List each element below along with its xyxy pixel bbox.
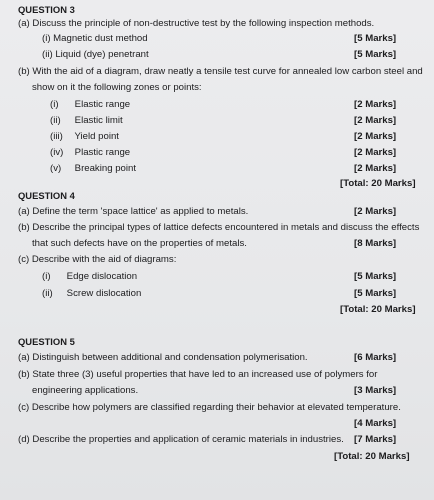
q3-total-marks: [Total: 20 Marks] — [340, 178, 416, 189]
q3-b-item-text: Elastic limit — [74, 115, 123, 126]
q4-c-ii — [42, 288, 141, 300]
q3-a-ii-marks: [5 Marks] — [354, 49, 397, 60]
q5-part-b-line2: engineering applications. — [32, 385, 139, 396]
q5-part-d: (d) Describe the properties and application of ceramic materials in industries. — [18, 434, 344, 445]
question-3-title: QUESTION 3 — [18, 4, 75, 15]
q5-c-marks: [4 Marks] — [354, 418, 397, 429]
q4-a-marks: [2 Marks] — [354, 206, 397, 217]
q4-c-ii-num: (ii) — [42, 288, 53, 299]
q4-total-marks: [Total: 20 Marks] — [340, 304, 416, 315]
q3-b-item-num: (i) — [50, 99, 59, 110]
q5-b-marks: [3 Marks] — [354, 385, 397, 396]
q3-b-item-marks: [2 Marks] — [354, 147, 397, 158]
q3-b-item-num: (iv) — [50, 147, 64, 158]
q4-part-a: (a) Define the term 'space lattice' as applied to metals. — [18, 206, 249, 217]
q3-a-i: (i) Magnetic dust method — [42, 33, 148, 44]
q3-part-a: (a) Discuss the principle of non-destructive test by the following inspection methods. — [18, 18, 375, 29]
q3-b-item-num: (ii) — [50, 115, 61, 126]
q4-part-b-line2: that such defects have on the properties of metals. — [32, 238, 247, 249]
q5-a-marks: [6 Marks] — [354, 352, 397, 363]
q3-b-item — [50, 131, 119, 143]
q3-b-item-num: (iii) — [50, 131, 63, 142]
q4-c-i-num: (i) — [42, 271, 51, 282]
q3-b-item-num: (v) — [50, 163, 62, 174]
q4-c-i-marks: [5 Marks] — [354, 271, 397, 282]
q3-b-item — [50, 115, 123, 127]
q3-b-item-marks: [2 Marks] — [354, 163, 397, 174]
q5-d-marks: [7 Marks] — [354, 434, 397, 445]
question-4-title: QUESTION 4 — [18, 190, 75, 201]
q4-part-c: (c) Describe with the aid of diagrams: — [18, 254, 177, 265]
q3-b-item — [50, 147, 130, 159]
q3-b-item-text: Plastic range — [74, 147, 131, 158]
q3-b-item-marks: [2 Marks] — [354, 115, 397, 126]
q3-b-item — [50, 99, 130, 111]
q4-c-ii-marks: [5 Marks] — [354, 288, 397, 299]
q4-part-b-line1: (b) Describe the principal types of lattice defects encountered in metals and discuss the effects — [18, 222, 420, 233]
q3-b-item — [50, 163, 136, 175]
q4-c-i-text: Edge dislocation — [66, 271, 138, 282]
q3-b-item-text: Elastic range — [74, 99, 131, 110]
q3-b-item-text: Breaking point — [74, 163, 137, 174]
q5-part-a: (a) Distinguish between additional and condensation polymerisation. — [18, 352, 308, 363]
q4-c-i — [42, 271, 137, 283]
q3-part-b-line2: show on it the following zones or points: — [32, 82, 202, 93]
q3-b-item-marks: [2 Marks] — [354, 99, 397, 110]
q4-b-marks: [8 Marks] — [354, 238, 397, 249]
q4-c-ii-text: Screw dislocation — [66, 288, 142, 299]
q3-b-item-text: Yield point — [74, 131, 119, 142]
question-5-title: QUESTION 5 — [18, 336, 75, 347]
q5-total-marks: [Total: 20 Marks] — [334, 451, 410, 462]
q3-b-item-marks: [2 Marks] — [354, 131, 397, 142]
q5-part-c: (c) Describe how polymers are classified regarding their behavior at elevated temperature. — [18, 402, 401, 413]
q3-a-i-marks: [5 Marks] — [354, 33, 397, 44]
q3-part-b-line1: (b) With the aid of a diagram, draw neatly a tensile test curve for annealed low carbon steel and — [18, 66, 423, 77]
q5-part-b-line1: (b) State three (3) useful properties that have led to an increased use of polymers for — [18, 369, 378, 380]
q3-a-ii: (ii) Liquid (dye) penetrant — [42, 49, 149, 60]
